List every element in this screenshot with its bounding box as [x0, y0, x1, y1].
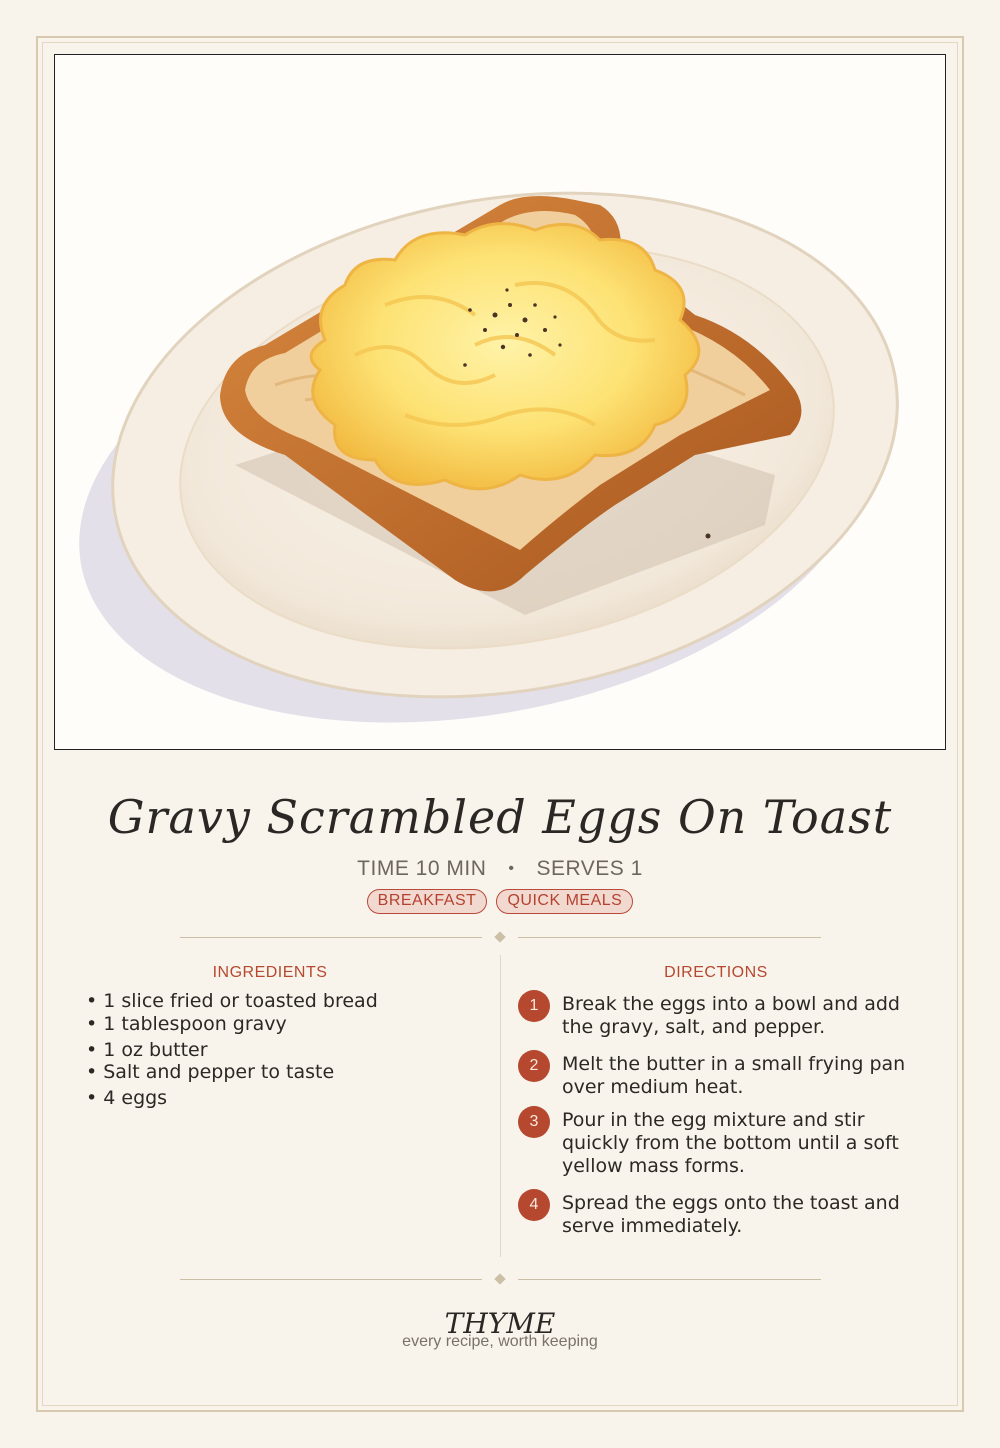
step-text: Pour in the egg mixture and stir quickly from the bottom until a soft yellow mass forms. [562, 1109, 899, 1177]
directions-heading: DIRECTIONS [664, 964, 768, 981]
step-text: Spread the eggs onto the toast and serve immediately. [562, 1192, 900, 1237]
step-text: Break the eggs into a bowl and add the gravy, salt, and pepper. [562, 993, 900, 1038]
recipe-time: TIME 10 MIN [357, 857, 487, 880]
ingredient-item: • 1 oz butter [86, 1039, 208, 1061]
tag-breakfast[interactable]: BREAKFAST [367, 889, 488, 914]
step-text: Melt the butter in a small frying pan over medium heat. [562, 1053, 906, 1098]
ingredient-item: • 1 tablespoon gravy [86, 1013, 287, 1035]
step-number-badge: 3 [518, 1106, 550, 1138]
recipe-tags [0, 889, 1000, 914]
step-number-badge: 4 [518, 1189, 550, 1221]
meta-separator: • [508, 860, 515, 877]
ingredient-item: • 4 eggs [86, 1087, 168, 1109]
step-number-badge: 1 [518, 990, 550, 1022]
ingredients-heading: INGREDIENTS [212, 964, 328, 981]
recipe-meta [0, 857, 1000, 881]
ingredient-item: • Salt and pepper to taste [86, 1061, 335, 1083]
recipe-title: Gravy Scrambled Eggs On Toast [107, 790, 893, 844]
recipe-photo [54, 54, 946, 750]
ingredient-item: • 1 slice fried or toasted bread [86, 990, 378, 1012]
diamond-ornament-icon [494, 931, 505, 942]
brand-tagline: every recipe, worth keeping [402, 1333, 598, 1350]
section-divider-top [180, 932, 821, 944]
section-divider-bottom [180, 1274, 821, 1286]
step-number-badge: 2 [518, 1050, 550, 1082]
brand-logo: THYME [444, 1307, 556, 1340]
recipe-serves: SERVES 1 [536, 857, 643, 880]
column-divider [500, 955, 501, 1257]
diamond-ornament-icon [494, 1273, 505, 1284]
tag-quick-meals[interactable]: QUICK MEALS [496, 889, 633, 914]
